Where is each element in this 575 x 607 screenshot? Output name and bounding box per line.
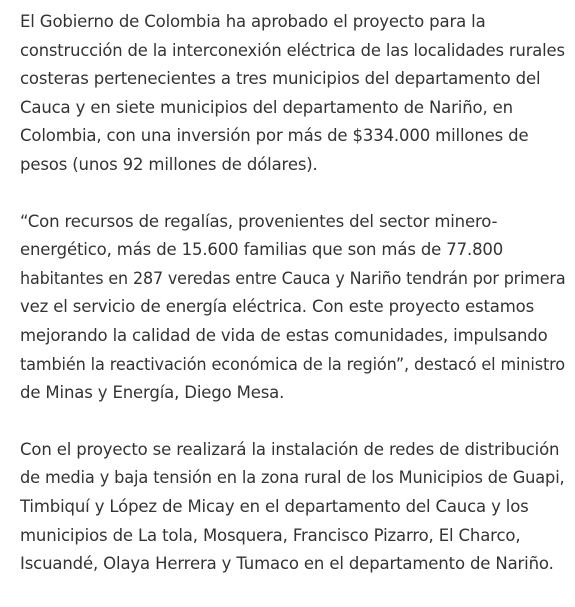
paragraph-line: Colombia, con una inversión por más de $334.000 millones de <box>20 126 529 146</box>
paragraph-line: Con el proyecto se realizará la instalación de redes de distribución <box>20 439 560 459</box>
paragraph-3 <box>20 436 565 579</box>
paragraph-line: Timbiquí y López de Micay en el departamento del Cauca y los <box>20 496 529 516</box>
paragraph-line: Iscuandé, Olaya Herrera y Tumaco en el departamento de Nariño. <box>20 554 554 574</box>
paragraph-line: municipios de La tola, Mosquera, Francisco Pizarro, El Charco, <box>20 525 521 545</box>
paragraph-line: de media y baja tensión en la zona rural de los Municipios de Guapi, <box>20 468 565 488</box>
paragraph-line: Cauca y en siete municipios del departamento de Nariño, en <box>20 97 513 117</box>
paragraph-line: El Gobierno de Colombia ha aprobado el proyecto para la <box>20 12 486 31</box>
paragraph-line: vez el servicio de energía eléctrica. Con este proyecto estamos <box>20 297 535 317</box>
paragraph-line: de Minas y Energía, Diego Mesa. <box>20 383 285 403</box>
paragraph-line: energético, más de 15.600 familias que son más de 77.800 <box>20 240 504 260</box>
paragraph-line: construcción de la interconexión eléctrica de las localidades rurales <box>20 40 565 60</box>
paragraph-2-quote <box>20 208 565 408</box>
paragraph-line: “Con recursos de regalías, provenientes del sector minero- <box>20 211 498 231</box>
article-body <box>20 8 565 607</box>
paragraph-line: costeras pertenecientes a tres municipios del departamento del <box>20 69 541 89</box>
paragraph-line: pesos (unos 92 millones de dólares). <box>20 154 318 174</box>
paragraph-line: habitantes en 287 veredas entre Cauca y Nariño tendrán por primera <box>20 268 566 288</box>
paragraph-1 <box>20 8 565 180</box>
paragraph-line: mejorando la calidad de vida de estas comunidades, impulsando <box>20 325 548 345</box>
paragraph-line: también la reactivación económica de la región”, destacó el ministro <box>20 354 566 374</box>
